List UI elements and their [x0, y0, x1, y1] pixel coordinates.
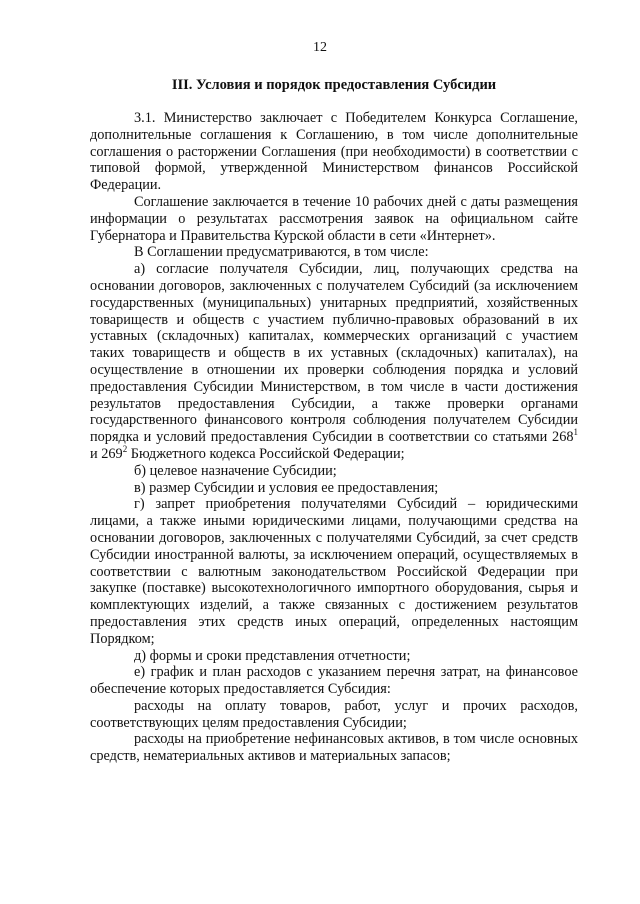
expense-item-goods-services: расходы на оплату товаров, работ, услуг и прочих расходов, соответствующих целям предоставления Субсидии; — [90, 697, 578, 731]
article-268-superscript: 1 — [573, 427, 578, 438]
document-body — [90, 110, 578, 765]
list-item-e: е) график и план расходов с указанием перечня затрат, на финансовое обеспечение которых предоставляется Субсидия: — [90, 664, 578, 698]
list-item-d: д) формы и сроки представления отчетности; — [134, 647, 411, 664]
article-269-superscript: 2 — [122, 444, 128, 455]
article-conjunction: и — [90, 445, 102, 462]
paragraph-agreement-term: Соглашение заключается в течение 10 рабочих дней с даты размещения информации о результатах рассмотрения заявок на официальном сайте Губернатора и Правительства Курской области в сети «Интернет». — [90, 193, 578, 244]
paragraph-agreement-contents: В Соглашении предусматриваются, в том числе: — [134, 244, 429, 261]
article-269-number: 269 — [101, 445, 123, 462]
list-item-a — [90, 261, 578, 463]
list-item-v: в) размер Субсидии и условия ее предоставления; — [134, 479, 439, 496]
page-number: 12 — [313, 40, 327, 55]
list-item-g: г) запрет приобретения получателями Субсидий – юридическими лицами, а также иными юридическими лицами, получающими средства на основании договоров, заключенных с получателями Субсидий, за счет средств Субсидии иностранной валюты, за исключением операций, осуществляемых в соответствии с валютным законодательством Российской Федерации при закупке (поставке) высокотехнологичного импортного оборудования, сырья и комплектующих изделий, а также связанных с достижением результатов предоставления этих средств иных операций, определенных настоящим Порядком; — [90, 496, 578, 647]
list-item-a-ending: Бюджетного кодекса Российской Федерации; — [127, 445, 405, 462]
section-title: III. Условия и порядок предоставления Субсидии — [171, 77, 497, 93]
expense-item-nonfinancial-assets: расходы на приобретение нефинансовых активов, в том числе основных средств, нематериальных активов и материальных запасов; — [90, 731, 578, 765]
paragraph-3-1: 3.1. Министерство заключает с Победителем Конкурса Соглашение, дополнительные соглашения к Соглашению, в том числе дополнительные соглашения о расторжении Соглашения (при необходимости) в соответствии с типовой формой, утвержденной Министерством финансов Российской Федерации. — [90, 110, 578, 194]
list-item-b: б) целевое назначение Субсидии; — [134, 462, 337, 479]
list-item-a-text: а) согласие получателя Субсидии, лиц, получающих средства на основании договоров, заключенных с получателем Субсидий (за исключением государственных (муниципальных) унитарных предприятий, хозяйственных товариществ и обществ с участием публично-правовых образований в их уставных (складочных) капиталах, коммерческих организаций с участием таких товариществ и обществ в их уставных (складочных) капиталах), на осуществление в отношении их проверки соблюдения порядка и условий предоставления Субсидии Министерством, в том числе в части достижения результатов предоставления Субсидии, а также проверки органами государственного финансового контроля соблюдения получателем Субсидии порядка и условий предоставления Субсидии в соответствии со статьями — [90, 261, 578, 446]
article-268-number: 268 — [552, 429, 574, 446]
